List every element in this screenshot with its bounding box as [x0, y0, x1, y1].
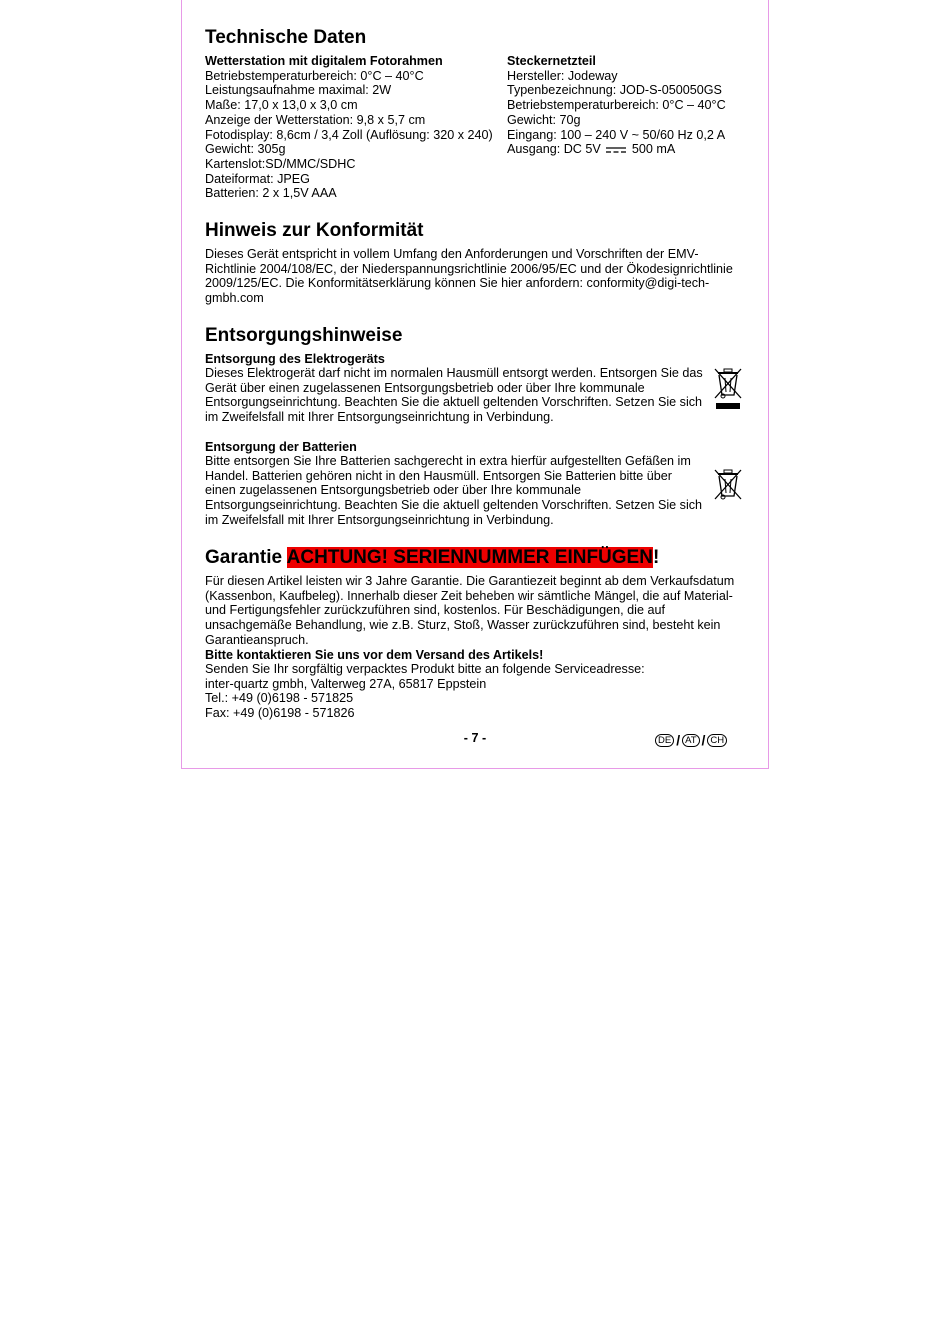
weee-bin-icon: [713, 367, 743, 412]
tech-left-line: Maße: 17,0 x 13,0 x 3,0 cm: [205, 98, 358, 113]
warranty-contact-bold: Bitte kontaktieren Sie uns vor dem Versand des Artikels!: [205, 648, 544, 662]
tech-output-line: [507, 142, 726, 157]
output-prefix: Ausgang: DC 5V: [507, 142, 601, 157]
disposal-device-text: Dieses Elektrogerät darf nicht im normalen Hausmüll entsorgt werden. Entsorgen Sie das Gerät über einen zugelassenen Entsorgungsbetrieb oder über Ihre kommunale Entsorgungseinrichtung. Beachten Sie die aktuell geltenden Vorschriften. Setzen Sie sich im Zweifelsfall mit Ihrer Entsorgungseinrichtung in Verbindung.: [205, 366, 703, 425]
battery-bin-icon: [713, 468, 743, 502]
disposal-device-title: Entsorgung des Elektrogeräts: [205, 352, 385, 366]
disposal-heading: Entsorgungshinweise: [205, 325, 403, 346]
tech-right-line: Betriebstemperaturbereich: 0°C – 40°C: [507, 98, 726, 113]
contact-line: Senden Sie Ihr sorgfältig verpacktes Produkt bitte an folgende Serviceadresse:: [205, 662, 645, 676]
country-badge-at: AT: [682, 734, 699, 747]
tech-left-line: Anzeige der Wetterstation: 9,8 x 5,7 cm: [205, 112, 426, 127]
output-suffix: 500 mA: [631, 142, 676, 157]
tech-right-title: Steckernetzteil: [507, 54, 596, 68]
warranty-contact: [205, 662, 645, 721]
tech-left-line: Batterien: 2 x 1,5V AAA: [205, 186, 337, 201]
tech-right-line: Gewicht: 70g: [507, 112, 581, 127]
contact-line: Tel.: +49 (0)6198 - 571825: [205, 691, 354, 706]
page-number: - 7 -: [463, 731, 487, 745]
tech-left-title: Wetterstation mit digitalem Fotorahmen: [205, 54, 443, 68]
tech-left-line: Leistungsaufnahme maximal: 2W: [205, 83, 392, 98]
serial-warning: ACHTUNG! SERIENNUMMER EINFÜGEN: [286, 547, 653, 568]
tech-left-line: Dateiformat: JPEG: [205, 171, 310, 186]
tech-left-line: Gewicht: 305g: [205, 142, 286, 157]
conformity-heading: Hinweis zur Konformität: [205, 220, 424, 241]
country-badge-ch: CH: [707, 734, 727, 747]
dc-symbol-icon: [606, 146, 626, 154]
country-badges: [655, 733, 727, 747]
contact-line: inter-quartz gmbh, Valterweg 27A, 65817 Eppstein: [205, 676, 487, 691]
disposal-battery-title: Entsorgung der Batterien: [205, 440, 357, 454]
document-page: [181, 0, 769, 769]
warranty-text: Für diesen Artikel leisten wir 3 Jahre Garantie. Die Garantiezeit beginnt ab dem Verkaufsdatum (Kassenbon, Kaufbeleg). Innerhalb dieser Zeit beheben wir sämtliche Mängel, die auf Material- und Fertigungsfehler zurückzuführen sind, kostenlos. Für Beschädigungen, die auf unsachgemäße Behandlung, wie z.B. Sturz, Stoß, Wasser zurückzuführen sind, besteht kein Garantieanspruch.: [205, 574, 735, 647]
disposal-battery-text: Bitte entsorgen Sie Ihre Batterien sachgerecht in extra hierfür aufgestellten Gefäßen im Handel. Batterien gehören nicht in den Hausmüll. Entsorgen Sie Batterien bitte über einen zugelassenen Entsorgungsbetrieb oder über Ihre kommunale Entsorgungseinrichtung. Beachten Sie die aktuell geltenden Vorschriften. Setzen Sie sich im Zweifelsfall mit Ihrer Entsorgungseinrichtung in Verbindung.: [205, 454, 703, 527]
tech-right-line: Hersteller: Jodeway: [507, 68, 618, 83]
conformity-text: Dieses Gerät entspricht in vollem Umfang den Anforderungen und Vorschriften der EMV-Richtlinie 2004/108/EC, der Niederspannungsrichtlinie 2006/95/EC und der Ökodesignrichtlinie 2009/125/EC. Die Konformitätserklärung können Sie hier anfordern: conformity@digi-tech-gmbh.com: [205, 247, 733, 306]
warranty-heading: Garantie: [205, 547, 283, 568]
tech-left-line: Kartenslot:SD/MMC/SDHC: [205, 156, 356, 171]
tech-right-line: Eingang: 100 – 240 V ~ 50/60 Hz 0,2 A: [507, 127, 726, 142]
tech-right-line: Typenbezeichnung: JOD-S-050050GS: [507, 83, 722, 98]
serial-warning-end: !: [652, 547, 660, 568]
tech-left-line: Fotodisplay: 8,6cm / 3,4 Zoll (Auflösung: 320 x 240): [205, 127, 493, 142]
tech-left-column: [205, 54, 493, 201]
slash-divider: /: [701, 732, 706, 748]
slash-divider: /: [676, 732, 681, 748]
tech-right-column: [507, 54, 726, 157]
country-badge-de: DE: [655, 734, 674, 747]
contact-line: Fax: +49 (0)6198 - 571826: [205, 706, 355, 721]
tech-columns: [205, 54, 745, 200]
warranty-heading-row: [205, 547, 659, 569]
tech-left-line: Betriebstemperaturbereich: 0°C – 40°C: [205, 68, 424, 83]
tech-heading: Technische Daten: [205, 27, 367, 48]
